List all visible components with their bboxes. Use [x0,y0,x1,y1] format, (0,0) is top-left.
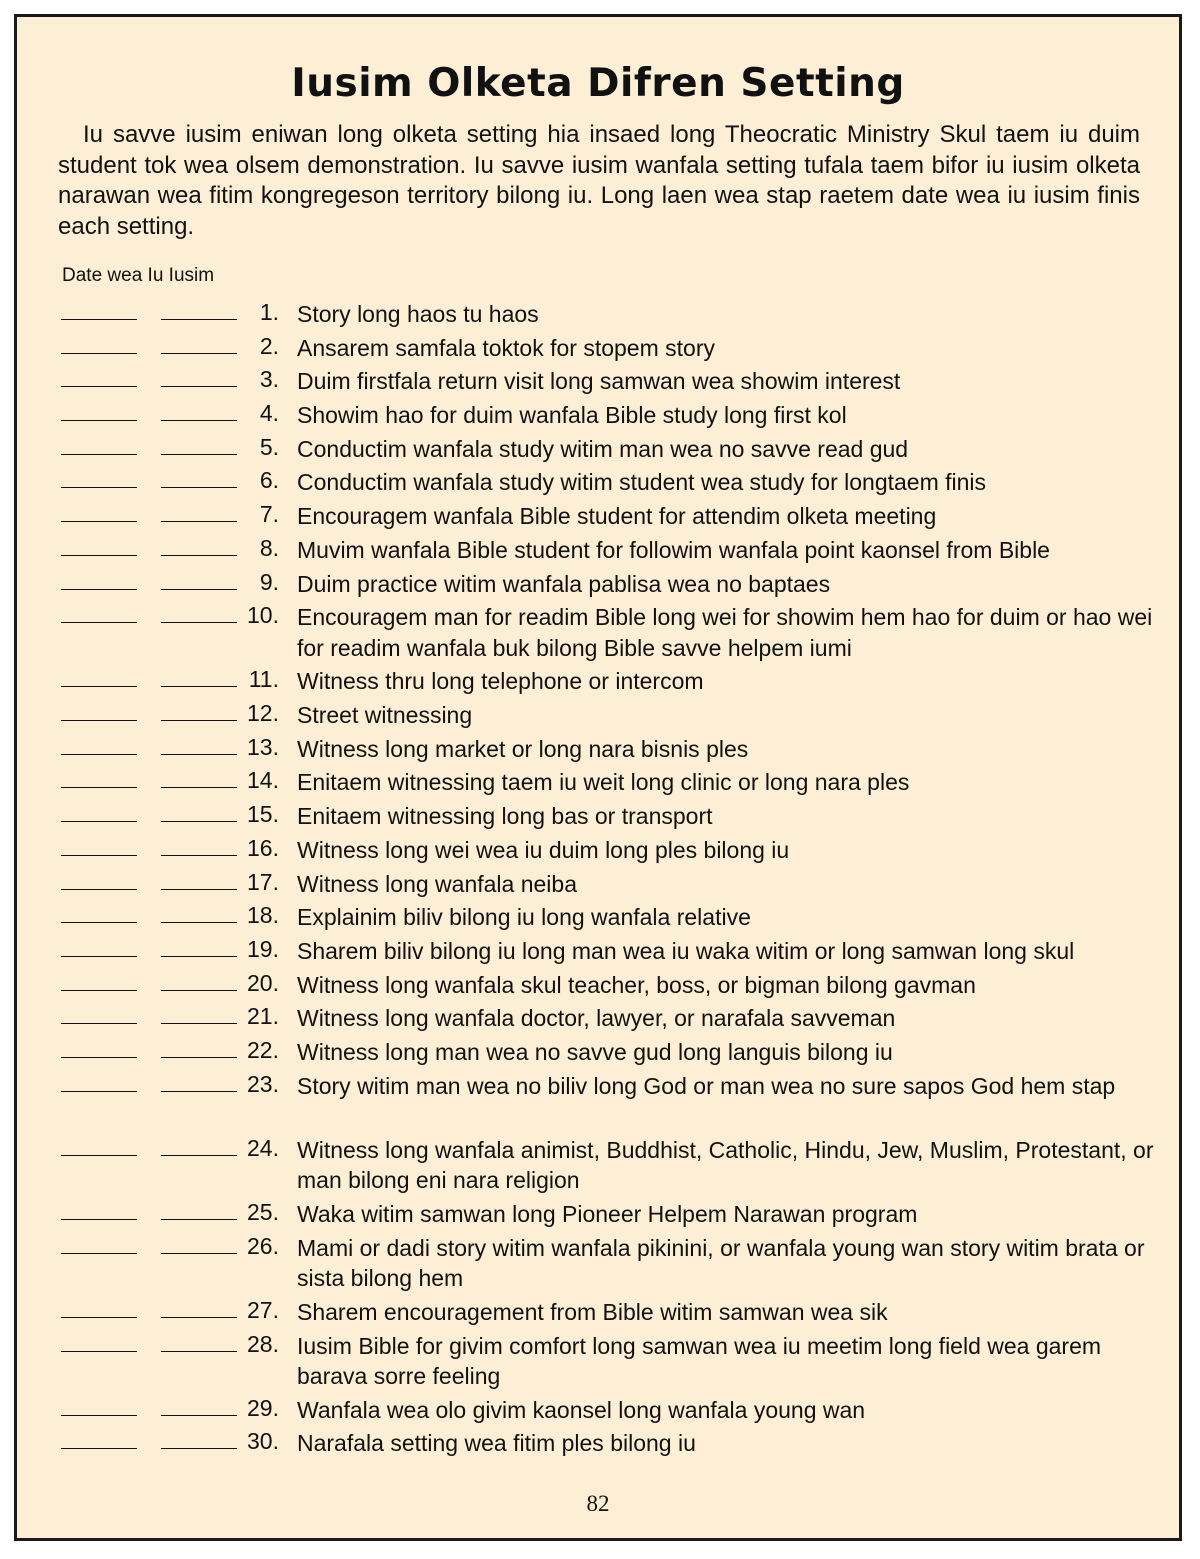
item-number: 6. [259,467,279,494]
item-number: 25. [247,1199,279,1225]
date-blank-1[interactable] [61,922,137,923]
list-item [17,1197,1179,1231]
item-number: 16. [247,834,279,861]
date-blank-1[interactable] [61,1091,137,1092]
list-item [17,1295,1179,1329]
date-blank-2[interactable] [161,720,237,721]
date-column-header: Date wea Iu Iusim [62,265,215,286]
list-item [17,799,1179,833]
item-number: 7. [259,501,279,528]
list-item [17,1133,1179,1197]
item-number: 23. [247,1070,279,1097]
item-number: 3. [259,366,279,393]
date-blank-1[interactable] [61,454,137,455]
date-blank-2[interactable] [161,420,237,421]
date-blank-1[interactable] [61,1023,137,1024]
list-item [17,297,1179,331]
date-blank-1[interactable] [61,622,137,623]
item-number: 21. [247,1003,279,1030]
date-blank-1[interactable] [61,956,137,957]
date-blank-2[interactable] [161,589,237,590]
item-number: 27. [247,1296,279,1323]
item-text: Witness long wanfala doctor, lawyer, or narafala savveman [297,1005,896,1032]
list-item [17,765,1179,799]
date-blank-1[interactable] [61,1057,137,1058]
list-item [17,732,1179,766]
date-blank-1[interactable] [61,1155,137,1156]
date-blank-2[interactable] [161,889,237,890]
date-blank-1[interactable] [61,420,137,421]
date-blank-1[interactable] [61,787,137,788]
item-text: Story witim man wea no biliv long God or man wea no sure sapos God hem stap [297,1072,1116,1099]
item-text: Encouragem man for readim Bible long wei for showim hem hao for duim or hao wei for readim wanfala buk bilong Bible savve helpem iumi [297,604,1153,661]
worksheet-page [14,14,1182,1541]
date-blank-2[interactable] [161,686,237,687]
item-text: Witness long wanfala animist, Buddhist, Catholic, Hindu, Jew, Muslim, Protestant, or man bilong eni nara religion [297,1136,1154,1194]
item-number: 5. [259,433,279,460]
date-blank-2[interactable] [161,386,237,387]
date-blank-2[interactable] [161,1155,237,1156]
item-text: Witness long man wea no savve gud long languis bilong iu [297,1038,893,1065]
item-text: Ansarem samfala toktok for stopem story [297,334,715,361]
date-blank-1[interactable] [61,319,137,320]
item-text: Witness long market or long nara bisnis ples [297,735,749,762]
date-blank-2[interactable] [161,1253,237,1254]
date-blank-1[interactable] [61,1415,137,1416]
item-text: Witness long wei wea iu duim long ples bilong iu [297,836,790,863]
date-blank-2[interactable] [161,1415,237,1416]
item-number: 24. [247,1134,279,1161]
item-text: Conductim wanfala study witim man wea no savve read gud [297,435,909,462]
item-text: Story long haos tu haos [297,301,539,327]
item-text: Explainim biliv bilong iu long wanfala relative [297,904,751,931]
item-text: Conductim wanfala study witim student wea study for longtaem finis [297,469,987,496]
item-text: Iusim Bible for givim comfort long samwan wea iu meetim long field wea garem barava sorre feeling [297,1332,1102,1390]
date-blank-1[interactable] [61,1219,137,1220]
date-blank-1[interactable] [61,1253,137,1254]
date-blank-2[interactable] [161,990,237,991]
page-title: Iusim Olketa Difren Setting [291,61,905,106]
date-blank-2[interactable] [161,1448,237,1449]
date-blank-1[interactable] [61,889,137,890]
list-item [17,1231,1179,1295]
date-blank-1[interactable] [61,1317,137,1318]
list-item [17,1393,1179,1427]
date-blank-2[interactable] [161,622,237,623]
item-number: 4. [259,400,279,427]
item-number: 9. [259,568,279,595]
list-item [17,833,1179,867]
item-text: Narafala setting wea fitim ples bilong iu [297,1430,696,1457]
date-blank-2[interactable] [161,855,237,856]
item-text: Mami or dadi story witim wanfala pikinini, or wanfala young wan story witim brata or sista bilong hem [297,1234,1145,1292]
date-blank-2[interactable] [161,1219,237,1220]
date-blank-2[interactable] [161,1091,237,1092]
list-item [17,968,1179,1002]
item-number: 26. [247,1232,279,1259]
date-blank-1[interactable] [61,821,137,822]
date-blank-2[interactable] [161,454,237,455]
list-item [17,1426,1179,1460]
date-blank-2[interactable] [161,1057,237,1058]
item-text: Enitaem witnessing taem iu weit long clinic or long nara ples [297,769,910,796]
list-item [17,533,1179,567]
date-blank-1[interactable] [61,1448,137,1449]
item-number: 17. [247,868,279,895]
date-blank-1[interactable] [61,521,137,522]
item-text: Waka witim samwan long Pioneer Helpem Narawan program [297,1201,918,1227]
item-number: 12. [247,700,279,727]
date-blank-1[interactable] [61,386,137,387]
item-text: Street witnessing [297,702,473,729]
date-blank-1[interactable] [61,686,137,687]
date-blank-2[interactable] [161,1317,237,1318]
list-item [17,364,1179,398]
item-text: Enitaem witnessing long bas or transport [297,803,713,830]
date-blank-1[interactable] [61,720,137,721]
item-text: Duim firstfala return visit long samwan wea showim interest [297,368,901,395]
date-blank-1[interactable] [61,589,137,590]
item-number: 10. [247,602,279,629]
date-blank-2[interactable] [161,956,237,957]
settings-list [17,297,1179,1460]
date-blank-1[interactable] [61,990,137,991]
date-blank-2[interactable] [161,353,237,354]
item-text: Witness long wanfala neiba [297,870,577,897]
list-item [17,900,1179,934]
date-blank-2[interactable] [161,1351,237,1352]
list-item [17,664,1179,698]
date-blank-1[interactable] [61,754,137,755]
list-item [17,698,1179,732]
list-item [17,499,1179,533]
list-item [17,934,1179,968]
page-number: 82 [586,1491,610,1516]
item-text: Muvim wanfala Bible student for followim wanfala point kaonsel from Bible [297,536,1050,563]
item-number: 8. [259,534,279,561]
item-text: Witness thru long telephone or intercom [297,668,704,695]
list-item [17,1329,1179,1393]
item-number: 30. [247,1428,279,1455]
item-number: 2. [259,332,279,359]
date-blank-2[interactable] [161,521,237,522]
intro-paragraph: Iu savve iusim eniwan long olketa setting hia insaed long Theocratic Ministry Skul taem iu duim student tok wea olsem demonstration. Iu savve iusim wanfala setting tufala taem bifor iu iusim olketa narawan wea fitim kongregeson territory bilong iu. Long laen wea stap raetem date wea iu iusim finis each setting. [58,121,1140,240]
item-number: 19. [247,935,279,962]
list-item [17,1035,1179,1069]
date-blank-2[interactable] [161,319,237,320]
list-item [17,432,1179,466]
list-item [17,867,1179,901]
date-blank-1[interactable] [61,855,137,856]
item-number: 22. [247,1036,279,1063]
list-item [17,465,1179,499]
item-number: 15. [247,801,279,828]
item-number: 13. [247,733,279,760]
list-item [17,1069,1179,1133]
list-item [17,600,1179,664]
item-number: 29. [247,1394,279,1421]
date-blank-1[interactable] [61,1351,137,1352]
item-number: 11. [248,666,279,693]
item-text: Wanfala wea olo givim kaonsel long wanfala young wan [297,1396,866,1423]
date-blank-1[interactable] [61,555,137,556]
item-number: 14. [247,767,279,794]
list-item [17,331,1179,365]
item-number: 20. [247,969,279,996]
item-text: Witness long wanfala skul teacher, boss, or bigman bilong gavman [297,971,976,998]
date-blank-2[interactable] [161,754,237,755]
date-blank-2[interactable] [161,487,237,488]
item-text: Encouragem wanfala Bible student for attendim olketa meeting [297,503,937,530]
list-item [17,1001,1179,1035]
list-item [17,398,1179,432]
item-number: 1. [259,299,279,325]
item-text: Sharem encouragement from Bible witim samwan wea sik [297,1298,888,1325]
item-text: Duim practice witim wanfala pablisa wea no baptaes [297,570,831,597]
item-text: Showim hao for duim wanfala Bible study long first kol [297,402,847,429]
date-blank-1[interactable] [61,487,137,488]
date-blank-2[interactable] [161,821,237,822]
date-blank-2[interactable] [161,922,237,923]
date-blank-2[interactable] [161,555,237,556]
list-item [17,567,1179,601]
item-number: 28. [247,1330,279,1357]
item-number: 18. [247,902,279,929]
date-blank-1[interactable] [61,353,137,354]
date-blank-2[interactable] [161,787,237,788]
date-blank-2[interactable] [161,1023,237,1024]
item-text: Sharem biliv bilong iu long man wea iu waka witim or long samwan long skul [297,937,1075,964]
